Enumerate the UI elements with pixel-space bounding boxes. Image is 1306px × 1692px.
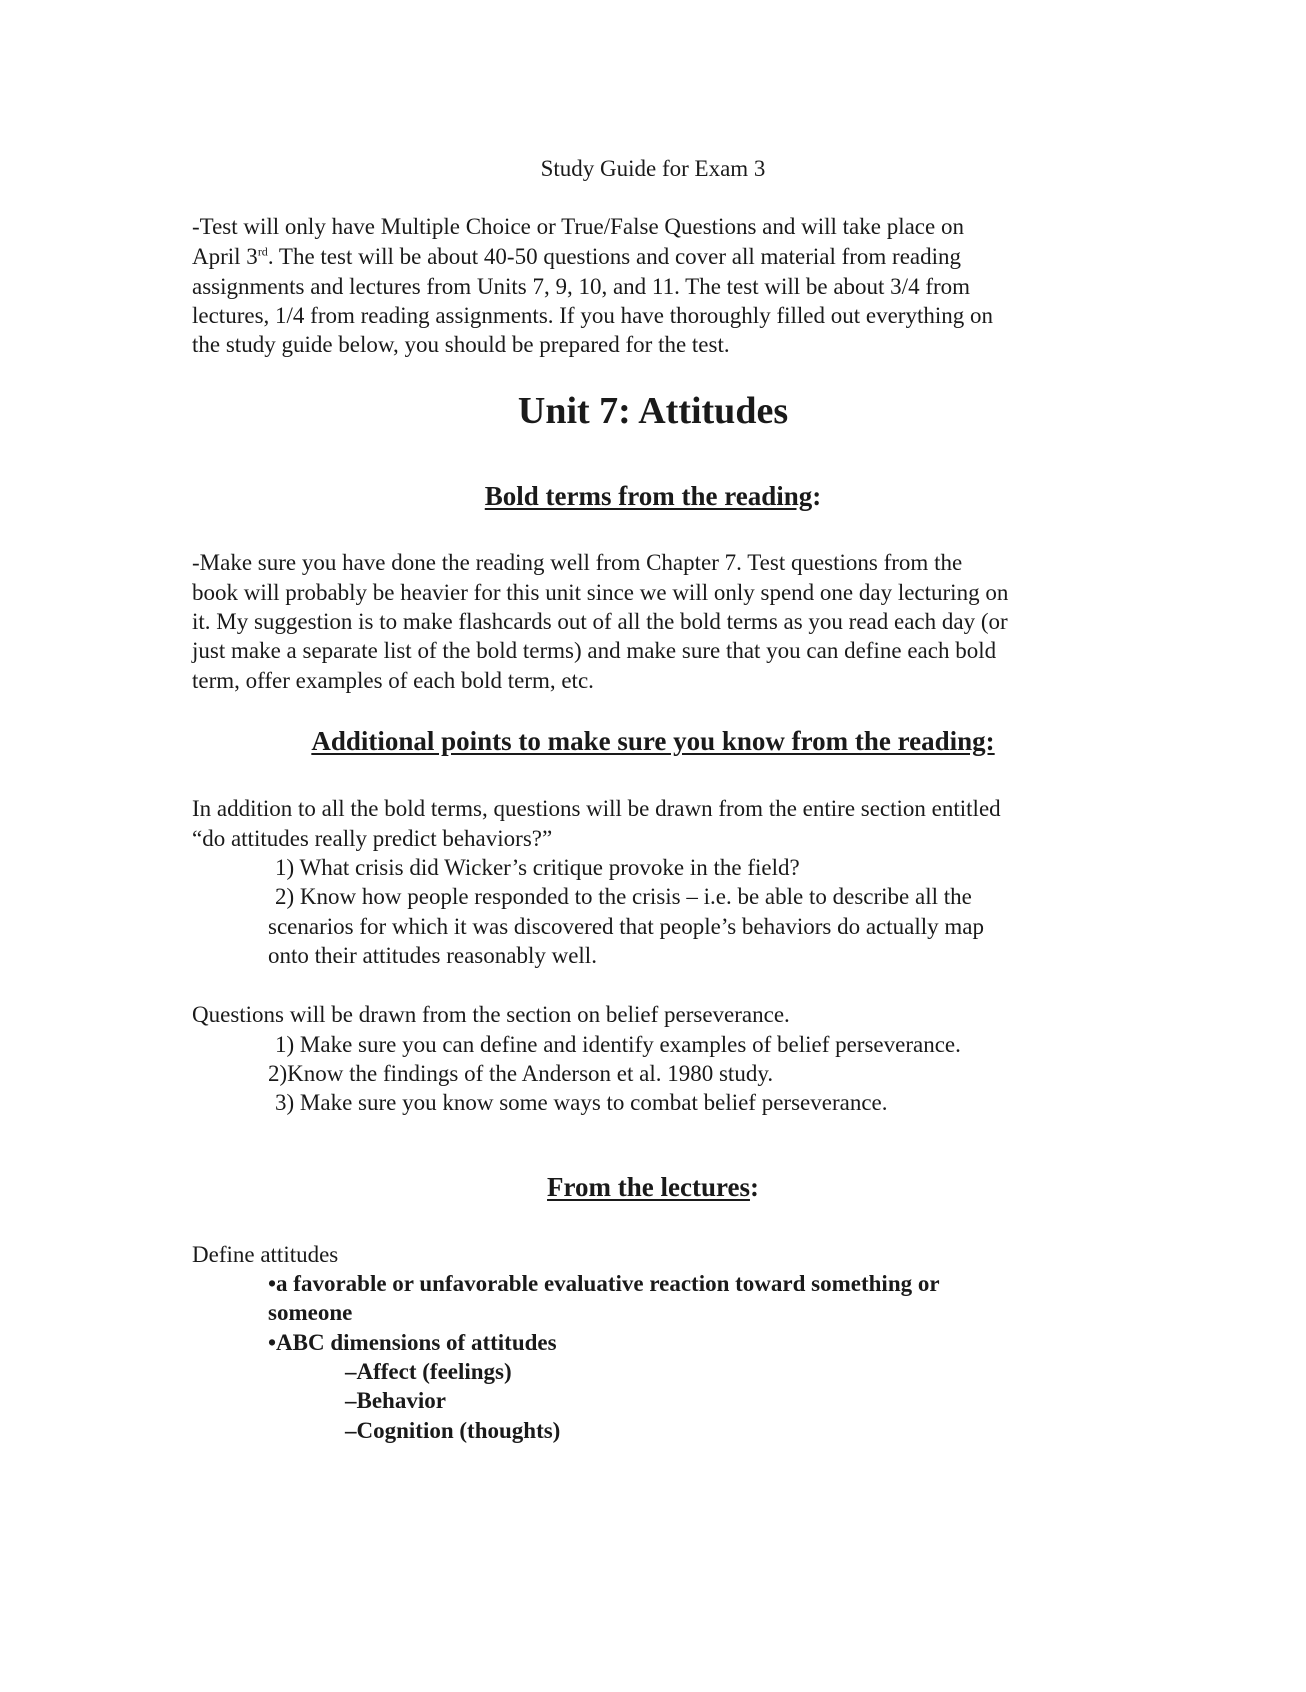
bold-terms-line-3: it. My suggestion is to make flashcards out of all the bold terms as you read each day (or	[192, 609, 1008, 634]
abc-item-behavior: –Behavior	[345, 1388, 446, 1413]
bold-terms-line-1: -Make sure you have done the reading well from Chapter 7. Test questions from the	[192, 550, 963, 575]
intro-date: April 3	[192, 244, 258, 269]
intro-line-2-rest: . The test will be about 40-50 questions and cover all material from reading	[267, 244, 962, 269]
additional-item-2: 2) Know how people responded to the crisis – i.e. be able to describe all the	[275, 884, 972, 909]
perseverance-item-2: 2)Know the findings of the Anderson et al. 1980 study.	[268, 1061, 774, 1086]
intro-line-3: assignments and lectures from Units 7, 9, 10, and 11. The test will be about 3/4 from	[192, 274, 971, 299]
intro-line-1: -Test will only have Multiple Choice or True/False Questions and will take place on	[192, 214, 964, 239]
intro-line-5: the study guide below, you should be prepared for the test.	[192, 332, 730, 357]
define-attitudes: Define attitudes	[192, 1242, 339, 1267]
intro-line-4: lectures, 1/4 from reading assignments. If you have thoroughly filled out everything on	[192, 303, 993, 328]
additional-points-heading	[0, 724, 1306, 758]
perseverance-item-1: 1) Make sure you can define and identify examples of belief perseverance.	[275, 1032, 961, 1057]
additional-p2-line: Questions will be drawn from the section on belief perseverance.	[192, 1002, 790, 1027]
abc-item-cognition: –Cognition (thoughts)	[345, 1418, 561, 1443]
additional-p1-line-2: “do attitudes really predict behaviors?”	[192, 826, 553, 851]
additional-points-heading-text: Additional points to make sure you know from the reading:	[311, 726, 995, 756]
lecture-bullet-1-cont: someone	[268, 1300, 353, 1325]
intro-date-suffix: rd	[257, 244, 268, 259]
bold-terms-line-2: book will probably be heavier for this unit since we will only spend one day lecturing on	[192, 580, 1009, 605]
bold-terms-heading-text: Bold terms from the reading	[484, 481, 813, 511]
perseverance-item-3: 3) Make sure you know some ways to combat belief perseverance.	[275, 1090, 888, 1115]
lecture-bullet-2: •ABC dimensions of attitudes	[268, 1330, 557, 1355]
abc-item-affect: –Affect (feelings)	[345, 1359, 512, 1384]
bold-terms-heading-colon: :	[812, 481, 822, 511]
lectures-heading-colon: :	[749, 1172, 759, 1202]
additional-item-2-cont-1: scenarios for which it was discovered that people’s behaviors do actually map	[268, 914, 984, 939]
lecture-bullet-1: •a favorable or unfavorable evaluative reaction toward something or	[268, 1271, 940, 1296]
document-title: Study Guide for Exam 3	[540, 156, 766, 181]
bold-terms-heading	[0, 479, 1306, 513]
bold-terms-line-4: just make a separate list of the bold terms) and make sure that you can define each bold	[192, 638, 997, 663]
intro-line-2	[192, 242, 961, 272]
bold-terms-line-5: term, offer examples of each bold term, etc.	[192, 668, 594, 693]
lectures-heading	[0, 1170, 1306, 1204]
unit-heading: Unit 7: Attitudes	[517, 390, 789, 432]
additional-item-1: 1) What crisis did Wicker’s critique provoke in the field?	[275, 855, 800, 880]
additional-p1-line-1: In addition to all the bold terms, questions will be drawn from the entire section entitled	[192, 796, 1001, 821]
additional-item-2-cont-2: onto their attitudes reasonably well.	[268, 943, 597, 968]
lectures-heading-text: From the lectures	[547, 1172, 750, 1202]
